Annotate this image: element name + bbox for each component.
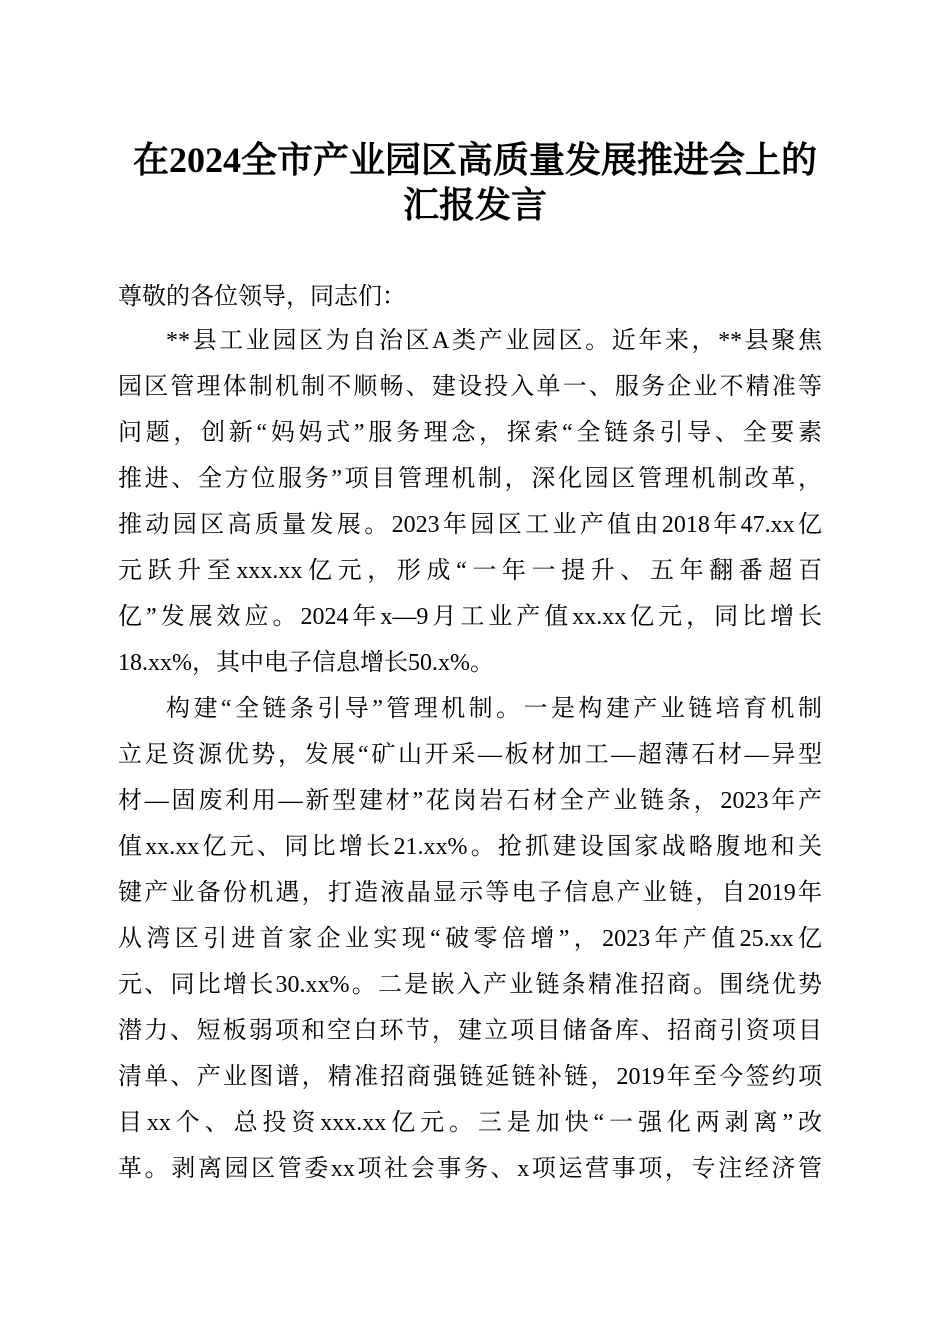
text-line: 值xx.xx亿元、同比增长21.xx%。抢抓建设国家战略腹地和关 [118, 834, 822, 860]
text-line: 键产业备份机遇，打造液晶显示等电子信息产业链，自2019年 [118, 880, 822, 906]
document-title-line-2: 汇报发言 [402, 185, 547, 225]
text-line: 亿”发展效应。2024年x—9月工业产值xx.xx亿元，同比增长 [118, 604, 822, 630]
text-line: 革。剥离园区管委xx项社会事务、x项运营事项，专注经济管 [118, 1156, 822, 1182]
text-line: 元、同比增长30.xx%。二是嵌入产业链条精准招商。围绕优势 [118, 972, 822, 998]
document-body [118, 326, 822, 1200]
text-line: **县工业园区为自治区A类产业园区。近年来，**县聚焦 [166, 328, 822, 354]
text-line: 目xx个、总投资xxx.xx亿元。三是加快“一强化两剥离”改 [118, 1110, 822, 1136]
text-line: 推动园区高质量发展。2023年园区工业产值由2018年47.xx亿 [118, 512, 822, 538]
text-line: 构建“全链条引导”管理机制。一是构建产业链培育机制 [166, 696, 822, 722]
text-line: 材—固废利用—新型建材”花岗岩石材全产业链条，2023年产 [118, 788, 822, 814]
text-line: 从湾区引进首家企业实现“破零倍增”，2023年产值25.xx亿 [118, 926, 822, 952]
text-line: 潜力、短板弱项和空白环节，建立项目储备库、招商引资项目 [118, 1018, 822, 1044]
text-line: 元跃升至xxx.xx亿元，形成“一年一提升、五年翻番超百 [118, 558, 822, 584]
greeting: 尊敬的各位领导，同志们： [118, 284, 406, 310]
text-line: 推进、全方位服务”项目管理机制，深化园区管理机制改革， [118, 466, 822, 492]
text-line: 清单、产业图谱，精准招商强链延链补链，2019年至今签约项 [118, 1064, 822, 1090]
paragraph-1 [118, 326, 822, 694]
text-line: 园区管理体制机制不顺畅、建设投入单一、服务企业不精准等 [118, 374, 822, 400]
document-title-line-1: 在2024全市产业园区高质量发展推进会上的 [132, 140, 817, 180]
paragraph-2 [118, 694, 822, 1200]
text-line: 18.xx%，其中电子信息增长50.x%。 [118, 650, 494, 676]
text-line: 问题，创新“妈妈式”服务理念，探索“全链条引导、全要素 [118, 420, 822, 446]
text-line: 立足资源优势，发展“矿山开采—板材加工—超薄石材—异型 [118, 742, 822, 768]
